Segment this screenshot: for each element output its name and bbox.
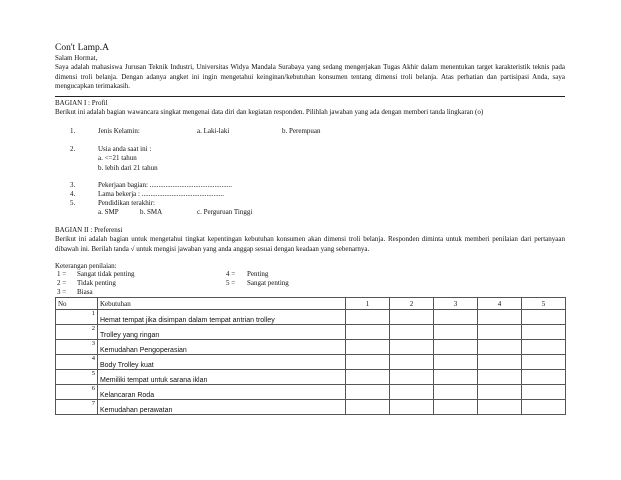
legend-code-5: 5 = bbox=[226, 279, 236, 287]
rating-cell-1[interactable] bbox=[346, 385, 390, 400]
rating-cell-3[interactable] bbox=[434, 310, 478, 325]
need-label: Body Trolley kuat bbox=[98, 355, 346, 370]
header-score-2: 2 bbox=[390, 298, 434, 310]
rating-cell-2[interactable] bbox=[390, 355, 434, 370]
need-label: Kemudahan Pengoperasian bbox=[98, 340, 346, 355]
row-number: 6 bbox=[56, 385, 98, 400]
legend-text-1: Sangat tidak penting bbox=[77, 270, 135, 278]
q1-label: Jenis Kelamin: bbox=[98, 127, 140, 135]
header-score-5: 5 bbox=[522, 298, 566, 310]
rating-cell-2[interactable] bbox=[390, 400, 434, 415]
q2-option-a[interactable]: a. <=21 tahun bbox=[98, 154, 137, 162]
rating-table bbox=[55, 297, 566, 415]
section1-description: Berikut ini adalah bagian wawancara singkat mengenai data diri dan kegiatan responden. Pilihlah jawaban yang ada dengan memberi tanda lingkaran (o) bbox=[55, 108, 484, 116]
rating-cell-3[interactable] bbox=[434, 325, 478, 340]
header-no: No bbox=[56, 298, 98, 310]
table-row bbox=[56, 385, 566, 400]
row-number: 2 bbox=[56, 325, 98, 340]
rating-cell-4[interactable] bbox=[478, 385, 522, 400]
header-score-1: 1 bbox=[346, 298, 390, 310]
q2-number: 2. bbox=[70, 145, 76, 153]
header-need: Kebutuhan bbox=[98, 298, 346, 310]
q4-label[interactable]: Lama bekerja : ............................................... bbox=[98, 190, 224, 198]
q5-label: Pendidikan terakhir: bbox=[98, 199, 155, 207]
q1-option-b[interactable]: b. Perempuan bbox=[282, 127, 321, 135]
rating-cell-2[interactable] bbox=[390, 385, 434, 400]
divider bbox=[55, 96, 565, 97]
q1-option-a[interactable]: a. Laki-laki bbox=[197, 127, 230, 135]
q3-number: 3. bbox=[70, 181, 76, 189]
rating-cell-4[interactable] bbox=[478, 400, 522, 415]
rating-cell-3[interactable] bbox=[434, 340, 478, 355]
rating-cell-1[interactable] bbox=[346, 310, 390, 325]
table-row bbox=[56, 400, 566, 415]
q5-option-b[interactable]: b. SMA bbox=[140, 208, 163, 216]
table-row bbox=[56, 310, 566, 325]
row-number: 1 bbox=[56, 310, 98, 325]
section2-description: Berikut ini adalah bagian untuk mengetahui tingkat kepentingan kebutuhan konsumen akan dimensi troli belanja. Responden diminta untuk memberi penilaian dari pertanyaan dibawah ini. Berilah tanda √ untuk mengisi jawaban yang anda anggap sesuai dengan keadaan yang sebenarnya. bbox=[55, 235, 565, 253]
legend-code-3: 3 = bbox=[57, 288, 67, 296]
q2-label: Usia anda saat ini : bbox=[98, 145, 152, 153]
row-number: 5 bbox=[56, 370, 98, 385]
rating-cell-4[interactable] bbox=[478, 355, 522, 370]
rating-cell-4[interactable] bbox=[478, 310, 522, 325]
legend-text-2: Tidak penting bbox=[77, 279, 116, 287]
row-number: 3 bbox=[56, 340, 98, 355]
section1-heading: BAGIAN I : Profil bbox=[55, 99, 108, 107]
q5-number: 5. bbox=[70, 199, 76, 207]
rating-cell-1[interactable] bbox=[346, 370, 390, 385]
rating-cell-5[interactable] bbox=[522, 355, 566, 370]
q4-number: 4. bbox=[70, 190, 76, 198]
q5-option-c[interactable]: c. Perguruan Tinggi bbox=[197, 208, 253, 216]
table-row bbox=[56, 370, 566, 385]
rating-cell-5[interactable] bbox=[522, 370, 566, 385]
legend-code-4: 4 = bbox=[226, 270, 236, 278]
table-header-row bbox=[56, 298, 566, 310]
rating-cell-2[interactable] bbox=[390, 310, 434, 325]
header-score-4: 4 bbox=[478, 298, 522, 310]
need-label: Kemudahan perawatan bbox=[98, 400, 346, 415]
rating-cell-1[interactable] bbox=[346, 400, 390, 415]
rating-cell-2[interactable] bbox=[390, 325, 434, 340]
rating-cell-1[interactable] bbox=[346, 355, 390, 370]
rating-cell-3[interactable] bbox=[434, 385, 478, 400]
need-label: Kelancaran Roda bbox=[98, 385, 346, 400]
legend-text-3: Biasa bbox=[77, 288, 93, 296]
q3-label[interactable]: Pekerjaan bagian: ............................................... bbox=[98, 181, 232, 189]
legend-title: Keterangan penilaian: bbox=[55, 262, 117, 270]
rating-cell-2[interactable] bbox=[390, 370, 434, 385]
row-number: 4 bbox=[56, 355, 98, 370]
legend-code-1: 1 = bbox=[57, 270, 67, 278]
rating-cell-4[interactable] bbox=[478, 370, 522, 385]
legend-text-5: Sangat penting bbox=[247, 279, 289, 287]
q5-option-a[interactable]: a. SMP bbox=[98, 208, 119, 216]
rating-cell-5[interactable] bbox=[522, 400, 566, 415]
rating-cell-4[interactable] bbox=[478, 325, 522, 340]
legend-code-2: 2 = bbox=[57, 279, 67, 287]
q2-option-b[interactable]: b. lebih dari 21 tahun bbox=[98, 164, 158, 172]
rating-cell-3[interactable] bbox=[434, 355, 478, 370]
need-label: Hemat tempat jika disimpan dalam tempat antrian trolley bbox=[98, 310, 346, 325]
intro-paragraph: Saya adalah mahasiswa Jurusan Teknik Industri, Universitas Widya Mandala Surabaya yang sedang mengerjakan Tugas Akhir dalam menentukan target karakteristik teknis pada dimensi troli belanja. Dengan adanya angket ini ingin mengetahui keinginan/kebutuhan konsumen tentang dimensi troli belanja. Atas perhatian dan partisipasi Anda, saya mengucapkan terimakasih. bbox=[55, 63, 565, 90]
header-score-3: 3 bbox=[434, 298, 478, 310]
rating-cell-4[interactable] bbox=[478, 340, 522, 355]
legend-text-4: Penting bbox=[247, 270, 269, 278]
q1-number: 1. bbox=[70, 127, 76, 135]
rating-cell-1[interactable] bbox=[346, 325, 390, 340]
rating-cell-3[interactable] bbox=[434, 370, 478, 385]
table-row bbox=[56, 325, 566, 340]
greeting: Salam Hormat, bbox=[55, 54, 98, 62]
page-title: Con't Lamp.A bbox=[55, 43, 109, 53]
rating-cell-1[interactable] bbox=[346, 340, 390, 355]
rating-cell-2[interactable] bbox=[390, 340, 434, 355]
rating-cell-3[interactable] bbox=[434, 400, 478, 415]
table-row bbox=[56, 340, 566, 355]
table-row bbox=[56, 355, 566, 370]
rating-cell-5[interactable] bbox=[522, 325, 566, 340]
rating-cell-5[interactable] bbox=[522, 340, 566, 355]
need-label: Memiliki tempat untuk sarana iklan bbox=[98, 370, 346, 385]
section2-heading: BAGIAN II : Preferensi bbox=[55, 226, 123, 234]
rating-cell-5[interactable] bbox=[522, 310, 566, 325]
rating-cell-5[interactable] bbox=[522, 385, 566, 400]
row-number: 7 bbox=[56, 400, 98, 415]
need-label: Trolley yang ringan bbox=[98, 325, 346, 340]
